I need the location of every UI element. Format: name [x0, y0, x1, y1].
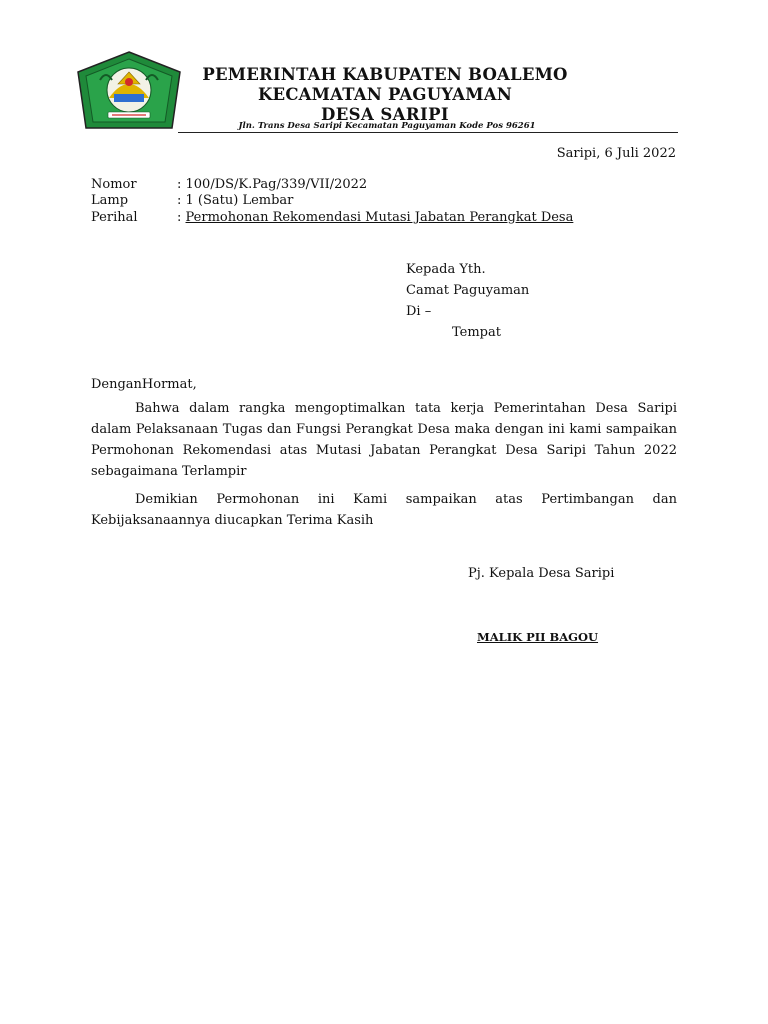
salutation: DenganHormat,: [91, 377, 197, 392]
recipient-line-1: Kepada Yth.: [406, 262, 486, 277]
letterhead-line-1: PEMERINTAH KABUPATEN BOALEMO: [202, 65, 568, 84]
subject-text: Permohonan Rekomendasi Mutasi Jabatan Perangkat Desa: [185, 210, 574, 225]
letterhead-line-2: KECAMATAN PAGUYAMAN: [258, 85, 512, 104]
meta-key: Nomor: [91, 177, 137, 192]
meta-prefix: :: [177, 210, 186, 225]
meta-key: Perihal: [91, 210, 138, 225]
recipient-block: [406, 262, 529, 346]
letterhead: [180, 64, 590, 125]
meta-value: [177, 210, 573, 226]
recipient-line-2: Camat Paguyaman: [406, 283, 530, 298]
recipient-line-4: Tempat: [452, 325, 501, 340]
body-paragraph-1: Bahwa dalam rangka mengoptimalkan tata kerja Pemerintahan Desa Saripi dalam Pelaksanaan Tugas dan Fungsi Perangkat Desa maka dengan ini kami sampaikan Permohonan Rekomendasi atas Mutasi Jabatan Perangkat Desa Saripi Tahun 2022 sebagaimana Terlampir: [91, 401, 677, 479]
signature-name: MALIK PII BAGOU: [477, 630, 599, 644]
letterhead-divider: [178, 132, 678, 133]
recipient-line-3: Di –: [406, 304, 432, 319]
letter-date: Saripi, 6 Juli 2022: [556, 146, 676, 161]
meta-value: : 100/DS/K.Pag/339/VII/2022: [177, 177, 368, 192]
signature-role: Pj. Kepala Desa Saripi: [468, 566, 615, 581]
meta-value: : 1 (Satu) Lembar: [177, 193, 294, 208]
body-paragraph-2: Demikian Permohonan ini Kami sampaikan atas Pertimbangan dan Kebijaksanaannya diucapkan Terima Kasih: [91, 492, 677, 528]
meta-key: Lamp: [91, 193, 129, 208]
boalemo-regency-emblem-icon: [76, 50, 182, 132]
letterhead-line-3: DESA SARIPI: [320, 105, 450, 124]
letterhead-address: Jln. Trans Desa Saripi Kecamatan Paguyaman Kode Pos 96261: [238, 121, 536, 131]
